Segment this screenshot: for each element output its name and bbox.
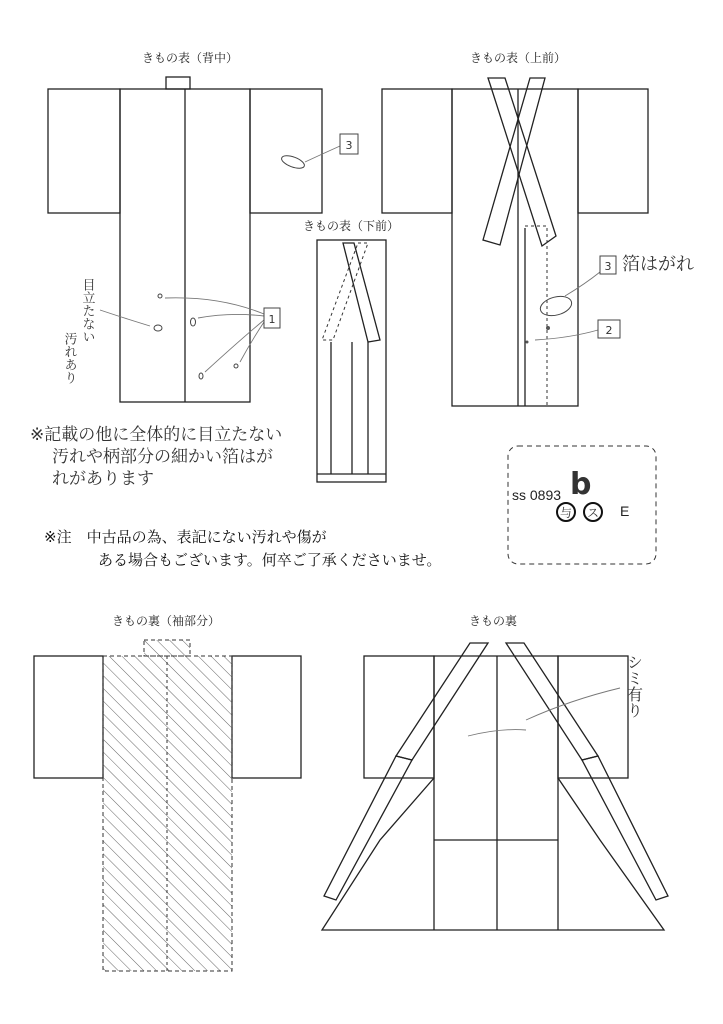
lining-title: きもの裏	[468, 614, 518, 628]
right-sleeve	[558, 656, 628, 778]
collar-band-left	[396, 643, 488, 760]
left-sleeve	[34, 656, 103, 778]
collar-band-right	[506, 643, 598, 760]
open-body	[322, 656, 664, 930]
pointer-line	[535, 330, 598, 340]
stain-spot	[234, 364, 238, 368]
left-sleeve	[364, 656, 434, 778]
hidden-underlap	[525, 226, 547, 406]
kimono-front-lower-diagram	[303, 219, 399, 482]
stain-spot	[546, 326, 550, 330]
left-sleeve	[48, 89, 120, 213]
pointer-line	[240, 322, 264, 362]
hatched-collar	[144, 640, 190, 656]
body	[452, 89, 578, 406]
callout-3-front: 3	[604, 260, 612, 273]
stain-spot	[158, 294, 162, 298]
note-line-1: ※記載の他に全体的に目立たない	[30, 425, 283, 445]
stain-spot	[154, 325, 162, 331]
lining-sleeve-title: きもの裏（袖部分）	[111, 614, 221, 628]
disclaimer-line-2: ある場合もございます。何卒ご了承くださいませ。	[98, 551, 442, 569]
right-sleeve	[578, 89, 648, 213]
front-upper-title: きもの表（上前）	[469, 51, 567, 65]
collar-band	[483, 78, 545, 245]
front-lower-title: きもの表（下前）	[302, 219, 400, 233]
hidden-collar	[322, 243, 368, 340]
back-title: きもの表（背中）	[141, 51, 239, 65]
note-line-2: 汚れや柄部分の細かい箔はが	[52, 447, 273, 467]
stock-grade: E	[620, 503, 630, 519]
stock-mark-1: 与	[559, 506, 573, 520]
kimono-front-upper-diagram	[382, 50, 694, 406]
note-foil-peel: 箔はがれ	[622, 254, 694, 275]
stock-mark-b: b	[570, 467, 592, 502]
callout-1: 1	[268, 313, 276, 326]
stock-mark-2: ス	[586, 506, 600, 520]
stock-code: ss 0893	[512, 487, 562, 503]
stock-code-box	[508, 446, 656, 564]
foil-peel-spot	[538, 293, 574, 319]
note-stain-present: シミ有り	[624, 654, 644, 718]
pointer-line	[526, 688, 620, 720]
collar-band	[343, 243, 380, 342]
disclaimer-line-1: ※注 中古品の為、表記にない汚れや傷が	[44, 528, 327, 546]
note-line-3: れがあります	[52, 469, 154, 489]
stain-spot	[526, 341, 529, 344]
dashed-border	[508, 446, 656, 564]
stain-spot	[199, 373, 203, 379]
stain-spot	[191, 318, 196, 326]
collar	[166, 77, 190, 89]
right-sleeve	[250, 89, 322, 213]
right-sleeve	[232, 656, 301, 778]
pointer-line	[565, 272, 600, 296]
note-inconspicuous-2: 汚れあり	[61, 332, 77, 384]
disclaimer	[44, 528, 441, 569]
pointer-line	[165, 298, 264, 314]
note-inconspicuous-1: 目立たない	[79, 278, 95, 343]
kimono-lining-sleeve-diagram	[34, 613, 301, 971]
left-sleeve	[382, 89, 452, 213]
pointer-line	[100, 310, 150, 326]
foil-spot	[280, 153, 306, 171]
pointer-line	[198, 314, 264, 318]
callout-2: 2	[605, 324, 613, 337]
kimono-lining-diagram	[322, 614, 668, 930]
handwritten-note	[30, 425, 282, 489]
callout-3-back: 3	[345, 139, 353, 152]
